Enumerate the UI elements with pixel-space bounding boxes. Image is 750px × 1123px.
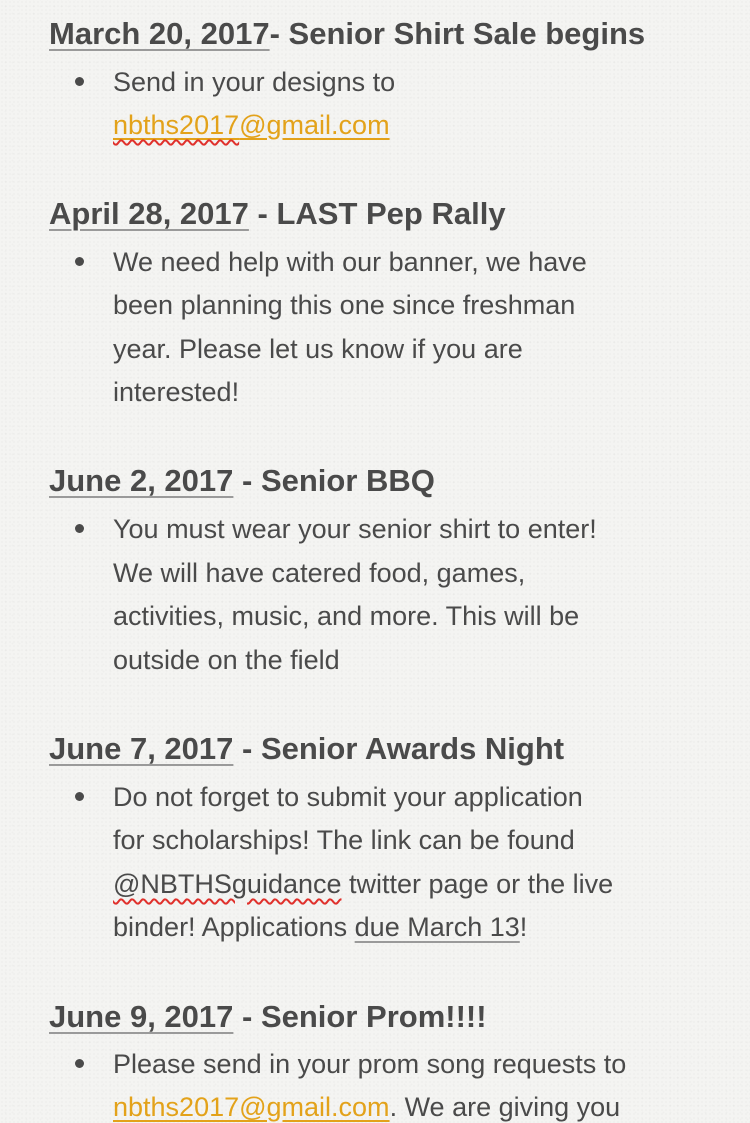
spellcheck-word[interactable]: nbths2017: [113, 110, 240, 140]
event-body-line: We need help with our banner, we have: [113, 247, 587, 277]
event-body-line: You must wear your senior shirt to enter!: [113, 514, 597, 544]
event-body-line: activities, music, and more. This will be: [113, 601, 580, 631]
event-body-line: @NBTHSguidance twitter page or the live: [113, 869, 614, 899]
event-date-link[interactable]: June 7, 2017: [49, 731, 234, 766]
event-date-link[interactable]: March 20, 2017: [49, 16, 270, 51]
event-heading: [49, 463, 435, 499]
bullet-dot: [75, 77, 84, 86]
event-body-line: Send in your designs to: [113, 67, 396, 97]
event-body-line: been planning this one since freshman: [113, 290, 576, 320]
email-link[interactable]: nbths2017@gmail.com: [113, 110, 390, 140]
bullet-dot: [75, 257, 84, 266]
event-body-line: [113, 109, 390, 141]
event-heading: [49, 196, 506, 232]
event-heading: [49, 731, 564, 767]
event-body-line: year. Please let us know if you are: [113, 334, 523, 364]
event-body-line: outside on the field: [113, 645, 340, 675]
event-body-line: interested!: [113, 377, 240, 407]
event-body-line: Do not forget to submit your application: [113, 782, 583, 812]
event-title: - Senior Awards Night: [233, 731, 565, 766]
event-heading: [49, 16, 645, 52]
event-title: - Senior Shirt Sale begins: [269, 16, 646, 51]
event-body-line: binder! Applications due March 13!: [113, 912, 528, 942]
event-date-link[interactable]: April 28, 2017: [49, 196, 249, 231]
event-heading: [49, 999, 487, 1035]
event-date-link[interactable]: June 2, 2017: [49, 463, 234, 498]
event-title: - Senior BBQ: [233, 463, 435, 498]
event-body-line: nbths2017@gmail.com. We are giving you: [113, 1092, 621, 1122]
date-detected-link[interactable]: due March 13: [354, 912, 520, 942]
bullet-dot: [75, 1059, 84, 1068]
event-title: - Senior Prom!!!!: [233, 999, 487, 1034]
email-link[interactable]: nbths2017@gmail.com: [113, 1092, 390, 1122]
event-title: - LAST Pep Rally: [248, 196, 506, 231]
event-body-line: for scholarships! The link can be found: [113, 825, 575, 855]
event-date-link[interactable]: June 9, 2017: [49, 999, 234, 1034]
event-body-line: Please send in your prom song requests to: [113, 1049, 627, 1079]
twitter-handle[interactable]: @NBTHSguidance: [113, 869, 342, 899]
bullet-dot: [75, 792, 84, 801]
bullet-dot: [75, 524, 84, 533]
event-body-line: We will have catered food, games,: [113, 558, 526, 588]
